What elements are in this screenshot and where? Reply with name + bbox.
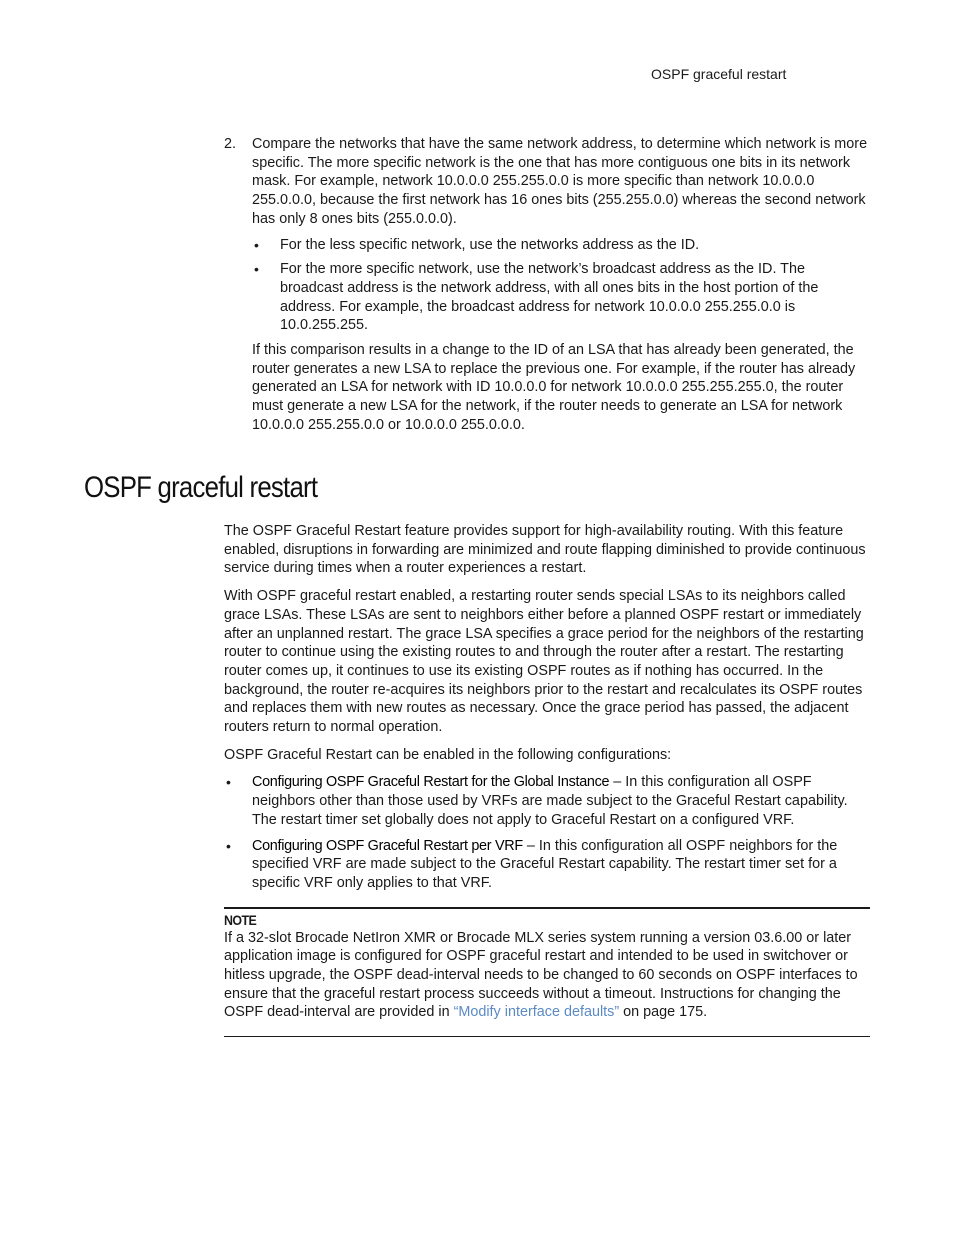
numbered-step [224,135,870,435]
paragraph: The OSPF Graceful Restart feature provides support for high-availability routing. With this feature enabled, disruptions in forwarding are minimized and route flapping diminished to provide continuous service during times when a router experiences a restart. [224,523,866,577]
list-item [252,236,870,255]
config-term: Configuring OSPF Graceful Restart per VRF [252,837,523,854]
list-item [224,837,870,893]
configuration-list [224,773,870,892]
note-heading: NOTE [224,912,257,928]
section-body [224,522,870,1037]
config-term: Configuring OSPF Graceful Restart for the Global Instance [252,774,610,791]
bullet-icon: • [254,236,259,253]
list-item-text: – In this configuration all OSPF neighbors other than those used by VRFs are made subject to the Graceful Restart capability. The restart timer set globally does not apply to Graceful Restart on a configured VRF. [252,774,848,828]
paragraph: With OSPF graceful restart enabled, a restarting router sends special LSAs to its neighbors called grace LSAs. These LSAs are sent to neighbors either before a planned OSPF restart or immediately after an unplanned restart. The grace LSA specifies a grace period for the neighbors of the restarting router to continue using the existing routes to and through the router after a restart. The restarting router comes up, it continues to use its existing OSPF routes as if nothing has occurred. In the background, the router re-acquires its neighbors prior to the restart and recalculates its OSPF routes and replaces them with new routes as necessary. Once the grace period has passed, the adjacent routers return to normal operation. [224,588,864,736]
list-item-text: For the less specific network, use the networks address as the ID. [280,236,700,253]
step-number: 2. [224,136,237,152]
paragraph: OSPF Graceful Restart can be enabled in the following configurations: [224,746,672,763]
step-text: Compare the networks that have the same network address, to determine which network is more specific. The more specific network is the one that has more contiguous one bits in its network mask. For example, network 10.0.0.0 255.255.0.0 is more specific than network 10.0.0.0 255.0.0.0, because the first network has 16 ones bits (255.255.0.0) whereas the second network has only 8 ones bits (255.0.0.0). [252,136,868,227]
note-box [224,907,870,1038]
cross-reference-link[interactable]: “Modify interface defaults” [453,1004,620,1021]
note-text [224,929,870,1023]
list-item [224,773,870,829]
step-followup-paragraph: If this comparison results in a change to the ID of an LSA that has already been generated, the router generates a new LSA to replace the previous one. For example, if the router has already generated an LSA for network with ID 10.0.0.0 for network 10.0.0.0 255.255.255.0, the router must generate a new LSA for the network, if the router needs to generate an LSA for network 10.0.0.0 255.255.0.0 or 10.0.0.0 255.0.0.0. [252,342,856,433]
running-header: OSPF graceful restart [651,66,787,82]
bullet-icon: • [254,261,259,278]
note-text-after: on page 175. [619,1004,708,1021]
section-title: OSPF graceful restart [84,471,318,504]
bullet-icon: • [226,837,231,854]
note-text-before: If a 32-slot Brocade NetIron XMR or Brocade MLX series system running a version 03.6.00 or later application image is configured for OSPF graceful restart and intended to be used in switchover or hitless upgrade, the OSPF dead-interval needs to be changed to 60 seconds on OSPF interfaces to ensure that the graceful restart process succeeds without a timeout. Instructions for changing the OSPF dead-interval are provided in [224,929,858,1021]
list-item-text: – In this configuration all OSPF neighbors for the specified VRF are made subject to the Graceful Restart capability. The restart timer set for a specific VRF only applies to that VRF. [252,837,838,891]
list-item [252,260,870,335]
step-bullet-list [252,236,870,336]
bullet-icon: • [226,774,231,791]
list-item-text: For the more specific network, use the network’s broadcast address as the ID. The broadcast address is the network address, with all ones bits in the host portion of the address. For example, the broadcast address for network 10.0.0.0 255.255.0.0 is 10.0.255.255. [280,261,819,334]
